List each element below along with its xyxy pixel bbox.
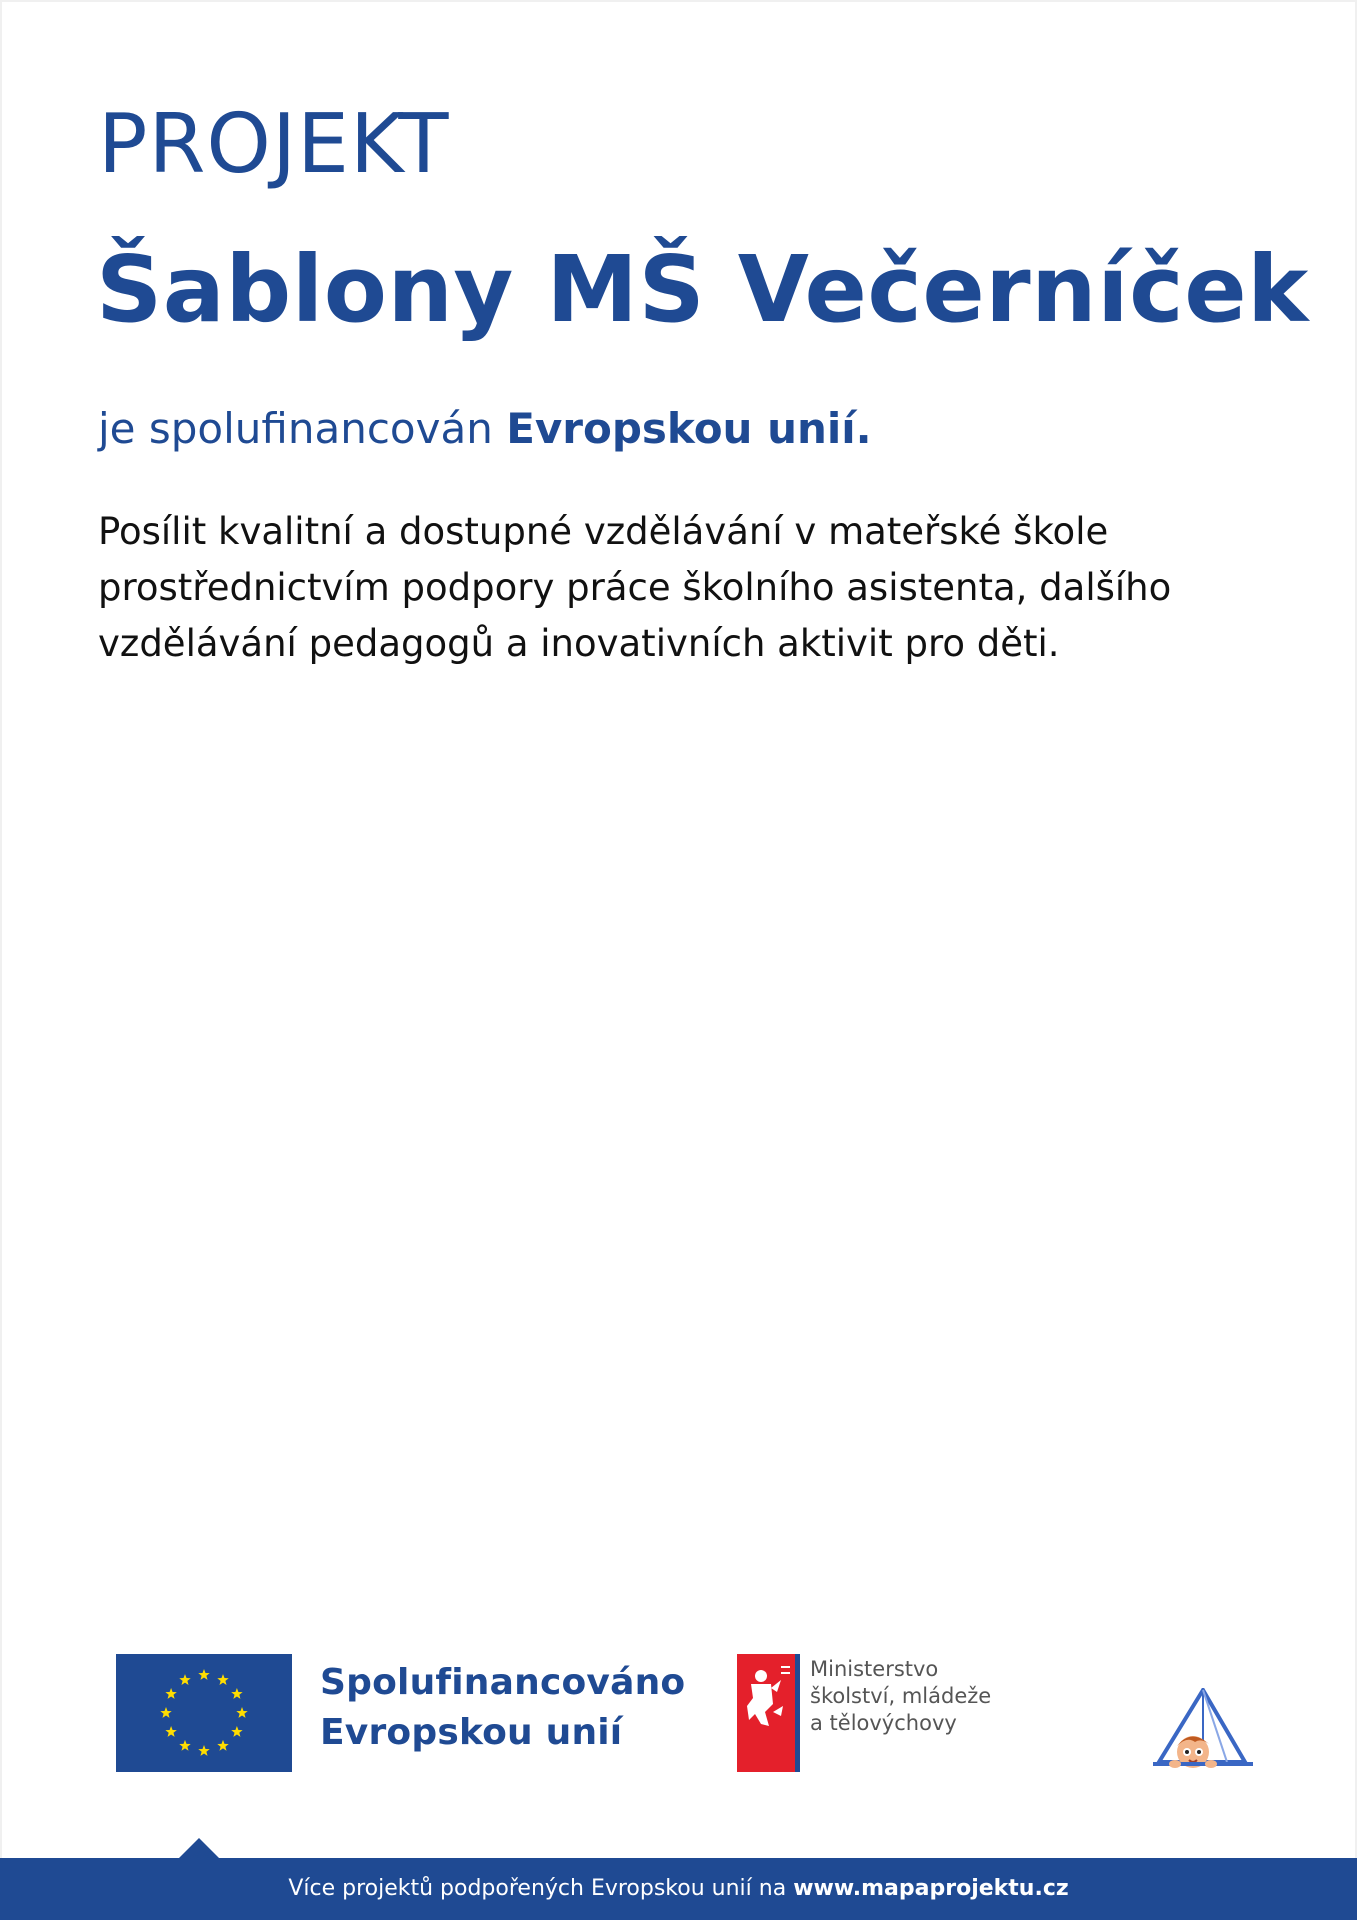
footer-text [0, 1858, 1357, 1920]
cofinanced-prefix: je spolufinancován [98, 404, 493, 453]
eu-star-icon [198, 1745, 209, 1756]
eu-stars-icon [116, 1654, 292, 1772]
eu-star-icon [231, 1688, 242, 1699]
eu-star-icon [217, 1740, 228, 1751]
footer-url-link[interactable]: www.mapaprojektu.cz [793, 1876, 1069, 1901]
kindergarten-tent-icon [1145, 1688, 1255, 1778]
eu-star-icon [217, 1674, 228, 1685]
eu-star-icon [179, 1740, 190, 1751]
ministry-line2: školství, mládeže [810, 1684, 992, 1708]
project-title: Šablony MŠ Večerníček [96, 236, 1309, 343]
cofinanced-statement [98, 406, 872, 452]
ministry-logo-text [810, 1656, 991, 1737]
eu-logo-line2: Evropskou unií [320, 1712, 623, 1753]
project-description: Posílit kvalitní a dostupné vzdělávání v mateřské škole prostřednictvím podpory práce školního asistenta, dalšího vzdělávání pedagogů a inovativních aktivit pro děti. [98, 510, 1172, 665]
footer-notch [177, 1838, 221, 1860]
eu-flag-icon [116, 1654, 292, 1772]
ministry-line3: a tělovýchovy [810, 1711, 957, 1735]
cofinanced-emphasis: Evropskou unií. [506, 404, 872, 453]
eu-logo-line1: Spolufinancováno [320, 1662, 686, 1703]
eu-star-icon [165, 1726, 176, 1737]
eu-star-icon [179, 1674, 190, 1685]
ministry-lion-icon [737, 1654, 800, 1772]
eu-star-icon [165, 1688, 176, 1699]
eu-star-icon [236, 1707, 247, 1718]
eu-star-icon [231, 1726, 242, 1737]
project-kicker: PROJEKT [98, 97, 450, 192]
eu-star-icon [198, 1669, 209, 1680]
footer-prefix: Více projektů podpořených Evropskou unií na [288, 1876, 787, 1901]
ministry-line1: Ministerstvo [810, 1657, 939, 1681]
eu-cofinanced-logo-text [320, 1658, 685, 1758]
eu-star-icon [160, 1707, 171, 1718]
